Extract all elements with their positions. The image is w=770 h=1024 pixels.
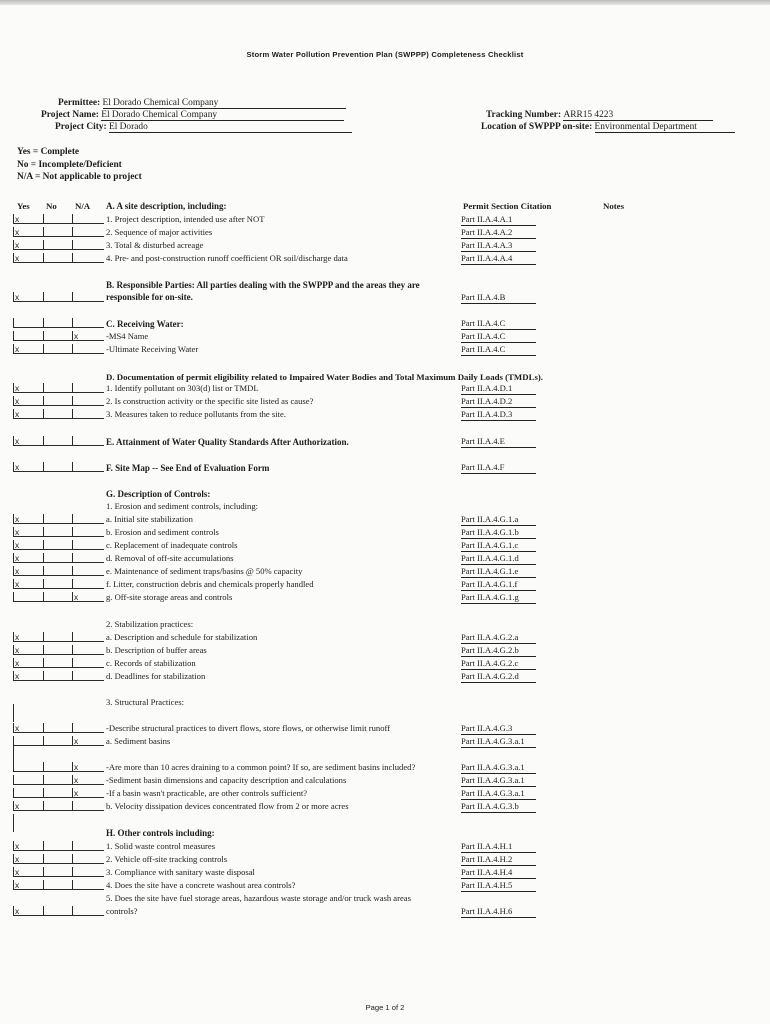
section-b-title-line2: responsible for on-site. xyxy=(106,292,193,302)
location-line xyxy=(481,122,735,133)
checkbox-na[interactable]: x xyxy=(72,762,104,772)
checkbox-yes[interactable]: x xyxy=(13,579,43,589)
row-h-items-2-citation: Part II.A.4.H.4 xyxy=(461,867,536,879)
row-h-item5-citation: Part II.A.4.H.6 xyxy=(461,906,536,918)
checkbox-na[interactable] xyxy=(72,214,104,224)
row-h-items-0-label: 1. Solid waste control measures xyxy=(106,841,216,851)
col-citation: Permit Section Citation xyxy=(463,201,552,211)
row-c-items-1-label: -MS4 Name xyxy=(106,331,149,341)
row-g-items1-4-label: e. Maintenance of sediment traps/basins @ 50% capacity xyxy=(106,566,303,576)
tracking-line xyxy=(486,110,713,121)
location-value: Environmental Department xyxy=(595,122,735,133)
checkbox-no[interactable] xyxy=(43,240,73,250)
row-g-items3a-0-citation: Part II.A.4.G.3 xyxy=(461,723,536,735)
section-g-sub2: 2. Stabilization practices: xyxy=(106,619,194,629)
legend-yes: Yes = Complete xyxy=(17,147,80,157)
legend-no: No = Incomplete/Deficient xyxy=(17,159,122,170)
checkbox-no[interactable] xyxy=(43,214,73,224)
checkbox-yes[interactable] xyxy=(13,788,43,798)
row-g-items3b-3-citation: Part II.A.4.G.3.b xyxy=(461,801,536,813)
checkbox-yes[interactable]: x xyxy=(13,383,43,393)
checkbox-na[interactable] xyxy=(72,645,104,655)
row-g-items1-1-label: b. Erosion and sediment controls xyxy=(106,527,219,537)
section-g-sub3: 3. Structural Practices: xyxy=(106,697,185,707)
project-city-line xyxy=(55,122,352,133)
checkbox-no[interactable] xyxy=(43,409,73,419)
row-h-items-3-label: 4. Does the site have a concrete washout area controls? xyxy=(106,880,296,890)
row-g-items3b-1-citation: Part II.A.4.G.3.a.1 xyxy=(461,775,536,787)
checkbox-no[interactable] xyxy=(43,383,73,393)
row-g-items2-3-label: d. Deadlines for stabilization xyxy=(106,671,206,681)
checkbox-yes[interactable]: x xyxy=(13,645,43,655)
checkbox-no[interactable] xyxy=(43,527,73,537)
tracking-value: ARR15 4223 xyxy=(563,110,713,121)
project-city-label: Project City: xyxy=(55,122,107,132)
checkbox-yes[interactable]: x xyxy=(13,227,43,237)
row-d-items-2-citation: Part II.A.4.D.3 xyxy=(461,409,536,421)
form-divider xyxy=(13,814,14,832)
checkbox-yes[interactable]: x xyxy=(13,566,43,576)
checkbox-na[interactable] xyxy=(72,841,104,851)
row-g-items2-2-label: c. Records of stabilization xyxy=(106,658,196,668)
checkbox-yes[interactable] xyxy=(13,736,43,746)
checkbox-na[interactable] xyxy=(72,462,104,472)
checkbox-no[interactable] xyxy=(43,396,73,406)
row-b-citation: Part II.A.4.B xyxy=(461,292,536,304)
col-notes: Notes xyxy=(603,201,625,211)
row-g-items3b-1-label: -Sediment basin dimensions and capacity description and calculations xyxy=(106,775,347,785)
checkbox-no[interactable] xyxy=(43,462,73,472)
checkbox-na[interactable] xyxy=(72,579,104,589)
col-no: No xyxy=(46,201,57,211)
checkbox-no[interactable] xyxy=(43,344,73,354)
row-g-items3b-3-label: b. Velocity dissipation devices concentrated flow from 2 or more acres xyxy=(106,801,349,811)
form-divider xyxy=(13,704,14,722)
row-c-items-1-citation: Part II.A.4.C xyxy=(461,331,536,343)
checkbox-no[interactable] xyxy=(43,841,73,851)
checkbox-no[interactable] xyxy=(43,579,73,589)
row-g-items1-5-label: f. Litter, construction debris and chemicals properly handled xyxy=(106,579,314,589)
row-d-items-1-citation: Part II.A.4.D.2 xyxy=(461,396,536,408)
checkbox-na[interactable] xyxy=(72,527,104,537)
row-d-items-0-citation: Part II.A.4.D.1 xyxy=(461,383,536,395)
row-g-items1-2-citation: Part II.A.4.G.1.c xyxy=(461,540,536,552)
checkbox-yes[interactable]: x xyxy=(13,671,43,681)
scan-edge xyxy=(0,0,770,5)
checkbox-yes[interactable]: x xyxy=(13,553,43,563)
checkbox-yes[interactable]: x xyxy=(13,462,43,472)
project-city-value: El Dorado xyxy=(109,122,352,133)
row-g-items3b-2-label: -If a basin wasn't practicable, are other controls sufficient? xyxy=(106,788,308,798)
row-g-items1-6-citation: Part II.A.4.G.1.g xyxy=(461,592,536,604)
section-h-title: H. Other controls including: xyxy=(106,828,215,838)
form-divider xyxy=(13,745,14,763)
checkbox-yes[interactable]: x xyxy=(13,514,43,524)
checkbox-na[interactable] xyxy=(72,632,104,642)
checkbox-yes[interactable]: x xyxy=(13,841,43,851)
checkbox-no[interactable] xyxy=(43,292,73,302)
section-c-title: C. Receiving Water: xyxy=(106,319,184,329)
checkbox-no[interactable] xyxy=(43,318,73,328)
row-g-items2-0-label: a. Description and schedule for stabilization xyxy=(106,632,258,642)
page-number: Page 1 of 2 xyxy=(365,1003,405,1012)
tracking-label: Tracking Number: xyxy=(486,110,562,120)
row-g-items1-0-citation: Part II.A.4.G.1.a xyxy=(461,514,536,526)
row-g-items3b-2-citation: Part II.A.4.G.3.a.1 xyxy=(461,788,536,800)
row-f-citation: Part II.A.4.F xyxy=(461,462,536,474)
checkbox-yes[interactable]: x xyxy=(13,436,43,446)
row-c-items-2-label: -Ultimate Receiving Water xyxy=(106,344,199,354)
checkbox-na[interactable]: x xyxy=(72,331,104,341)
checkbox-yes[interactable] xyxy=(13,318,43,328)
checkbox-yes[interactable] xyxy=(13,775,43,785)
page-title: Storm Water Pollution Prevention Plan (SWPPP) Completeness Checklist xyxy=(246,50,524,59)
row-a-items-0-label: 1. Project description, intended use after NOT xyxy=(106,214,265,224)
row-e-citation: Part II.A.4.E xyxy=(461,436,536,448)
checkbox-yes[interactable]: x xyxy=(13,867,43,877)
legend-na: N/A = Not applicable to project xyxy=(17,172,142,182)
checkbox-yes[interactable]: x xyxy=(13,240,43,250)
row-h-items-3-citation: Part II.A.4.H.5 xyxy=(461,880,536,892)
row-d-items-1-label: 2. Is construction activity or the specific site listed as cause? xyxy=(106,396,314,406)
row-d-items-2-label: 3. Measures taken to reduce pollutants from the site. xyxy=(106,409,286,419)
row-a-items-0-citation: Part II.A.4.A.1 xyxy=(461,214,536,226)
project-name-label: Project Name: xyxy=(41,110,99,120)
checkbox-yes[interactable] xyxy=(13,762,43,772)
row-g-items2-0-citation: Part II.A.4.G.2.a xyxy=(461,632,536,644)
project-name-line xyxy=(41,110,344,121)
section-e-title: E. Attainment of Water Quality Standards After Authorization. xyxy=(106,437,349,447)
checkbox-na[interactable] xyxy=(72,514,104,524)
checkbox-no[interactable] xyxy=(43,553,73,563)
checkbox-yes[interactable] xyxy=(13,331,43,341)
permittee-value: El Dorado Chemical Company xyxy=(103,98,346,109)
checkbox-no[interactable] xyxy=(43,540,73,550)
row-g-items3a-1-citation: Part II.A.4.G.3.a.1 xyxy=(461,736,536,748)
checkbox-yes[interactable]: x xyxy=(13,409,43,419)
section-g-sub1: 1. Erosion and sediment controls, including: xyxy=(106,501,259,511)
checkbox-yes[interactable]: x xyxy=(13,880,43,890)
row-g-items3a-1-label: a. Sediment basins xyxy=(106,736,171,746)
checkbox-no[interactable] xyxy=(43,566,73,576)
row-h-items-2-label: 3. Compliance with sanitary waste disposal xyxy=(106,867,255,877)
checkbox-na[interactable] xyxy=(72,801,104,811)
row-g-items2-2-citation: Part II.A.4.G.2.c xyxy=(461,658,536,670)
checkbox-no[interactable] xyxy=(43,801,73,811)
checkbox-no[interactable] xyxy=(43,854,73,864)
checkbox-yes[interactable]: x xyxy=(13,540,43,550)
checkbox-yes[interactable]: x xyxy=(13,906,43,916)
checkbox-na[interactable] xyxy=(72,671,104,681)
row-g-items2-1-citation: Part II.A.4.G.2.b xyxy=(461,645,536,657)
col-na: N/A xyxy=(75,201,91,211)
checkbox-no[interactable] xyxy=(43,514,73,524)
checkbox-na[interactable] xyxy=(72,854,104,864)
checkbox-yes[interactable]: x xyxy=(13,632,43,642)
location-label: Location of SWPPP on-site: xyxy=(481,122,593,132)
checkbox-na[interactable] xyxy=(72,553,104,563)
checkbox-no[interactable] xyxy=(43,880,73,890)
legend xyxy=(17,146,142,184)
checkbox-na[interactable] xyxy=(72,906,104,916)
row-g-items1-5-citation: Part II.A.4.G.1.f xyxy=(461,579,536,591)
checkbox-na[interactable]: x xyxy=(72,775,104,785)
checkbox-na[interactable] xyxy=(72,396,104,406)
row-g-items3a-0-label: -Describe structural practices to divert flows, store flows, or otherwise limit runoff xyxy=(106,723,391,733)
checkbox-na[interactable] xyxy=(72,566,104,576)
row-a-items-1-citation: Part II.A.4.A.2 xyxy=(461,227,536,239)
checkbox-yes[interactable]: x xyxy=(13,396,43,406)
checkbox-no[interactable] xyxy=(43,775,73,785)
checkbox-yes[interactable]: x xyxy=(13,253,43,263)
permittee-line xyxy=(58,98,346,109)
row-g-items3b-0-label: -Are more than 10 acres draining to a common point? If so, are sediment basins included? xyxy=(106,762,416,772)
section-b-title-line1: B. Responsible Parties: All parties dealing with the SWPPP and the areas they are xyxy=(106,280,420,290)
checkbox-na[interactable] xyxy=(72,436,104,446)
section-f-title: F. Site Map -- See End of Evaluation Form xyxy=(106,463,270,473)
row-h-items-1-label: 2. Vehicle off-site tracking controls xyxy=(106,854,228,864)
checkbox-na[interactable] xyxy=(72,540,104,550)
checkbox-na[interactable] xyxy=(72,318,104,328)
checkbox-no[interactable] xyxy=(43,906,73,916)
checkbox-na[interactable] xyxy=(72,723,104,733)
checkbox-na[interactable] xyxy=(72,227,104,237)
row-g-items1-3-citation: Part II.A.4.G.1.d xyxy=(461,553,536,565)
checkbox-na[interactable] xyxy=(72,409,104,419)
row-h-item5-label: controls? xyxy=(106,906,138,916)
row-a-items-2-citation: Part II.A.4.A.3 xyxy=(461,240,536,252)
permittee-label: Permittee: xyxy=(58,98,101,108)
checkbox-yes[interactable] xyxy=(13,592,43,602)
checkbox-na[interactable] xyxy=(72,344,104,354)
checkbox-no[interactable] xyxy=(43,645,73,655)
row-a-items-3-label: 4. Pre- and post-construction runoff coefficient OR soil/discharge data xyxy=(106,253,348,263)
checkbox-yes[interactable]: x xyxy=(13,658,43,668)
row-h-items-1-citation: Part II.A.4.H.2 xyxy=(461,854,536,866)
checkbox-yes[interactable]: x xyxy=(13,292,43,302)
row-a-items-2-label: 3. Total & disturbed acreage xyxy=(106,240,204,250)
row-g-items1-0-label: a. Initial site stabilization xyxy=(106,514,193,524)
checkbox-yes[interactable]: x xyxy=(13,854,43,864)
row-g-items2-3-citation: Part II.A.4.G.2.d xyxy=(461,671,536,683)
checkbox-na[interactable] xyxy=(72,867,104,877)
checkbox-no[interactable] xyxy=(43,331,73,341)
checkbox-na[interactable]: x xyxy=(72,736,104,746)
checkbox-no[interactable] xyxy=(43,671,73,681)
checkbox-yes[interactable]: x xyxy=(13,344,43,354)
section-h-item5-line1: 5. Does the site have fuel storage areas, hazardous waste storage and/or truck wash areas xyxy=(106,893,411,903)
row-g-items3b-0-citation: Part II.A.4.G.3.a.1 xyxy=(461,762,536,774)
row-c-items-2-citation: Part II.A.4.C xyxy=(461,344,536,356)
checkbox-no[interactable] xyxy=(43,632,73,642)
row-g-items1-1-citation: Part II.A.4.G.1.b xyxy=(461,527,536,539)
checkbox-no[interactable] xyxy=(43,227,73,237)
row-a-items-3-citation: Part II.A.4.A.4 xyxy=(461,253,536,265)
row-g-items1-4-citation: Part II.A.4.G.1.e xyxy=(461,566,536,578)
checkbox-no[interactable] xyxy=(43,592,73,602)
checkbox-yes[interactable]: x xyxy=(13,214,43,224)
checkbox-yes[interactable]: x xyxy=(13,801,43,811)
checkbox-no[interactable] xyxy=(43,736,73,746)
checkbox-yes[interactable]: x xyxy=(13,723,43,733)
row-d-items-0-label: 1. Identify pollutant on 303(d) list or TMDL xyxy=(106,383,259,393)
row-h-items-0-citation: Part II.A.4.H.1 xyxy=(461,841,536,853)
checkbox-na[interactable] xyxy=(72,253,104,263)
row-g-items1-3-label: d. Removal of off-site accumulations xyxy=(106,553,234,563)
col-yes: Yes xyxy=(17,201,30,211)
checkbox-na[interactable] xyxy=(72,880,104,890)
checkbox-no[interactable] xyxy=(43,436,73,446)
checkbox-na[interactable]: x xyxy=(72,592,104,602)
project-name-value: El Dorado Chemical Company xyxy=(101,110,344,121)
section-d-title: D. Documentation of permit eligibility related to Impaired Water Bodies and Total Maximum Daily Loads (TMDLs). xyxy=(106,372,543,382)
row-g-items1-6-label: g. Off-site storage areas and controls xyxy=(106,592,233,602)
checkbox-no[interactable] xyxy=(43,762,73,772)
checkbox-na[interactable] xyxy=(72,383,104,393)
checkbox-no[interactable] xyxy=(43,788,73,798)
checkbox-no[interactable] xyxy=(43,658,73,668)
checkbox-na[interactable] xyxy=(72,658,104,668)
row-g-items1-2-label: c. Replacement of inadequate controls xyxy=(106,540,238,550)
section-a-title: A. A site description, including: xyxy=(106,201,227,211)
checkbox-no[interactable] xyxy=(43,253,73,263)
row-g-items2-1-label: b. Description of buffer areas xyxy=(106,645,207,655)
checkbox-na[interactable]: x xyxy=(72,788,104,798)
row-a-items-1-label: 2. Sequence of major activities xyxy=(106,227,213,237)
row-c-items-0-citation: Part II.A.4.C xyxy=(461,318,536,330)
checkbox-no[interactable] xyxy=(43,723,73,733)
checkbox-na[interactable] xyxy=(72,292,104,302)
checkbox-no[interactable] xyxy=(43,867,73,877)
checkbox-na[interactable] xyxy=(72,240,104,250)
checkbox-yes[interactable]: x xyxy=(13,527,43,537)
section-g-title: G. Description of Controls: xyxy=(106,489,211,499)
